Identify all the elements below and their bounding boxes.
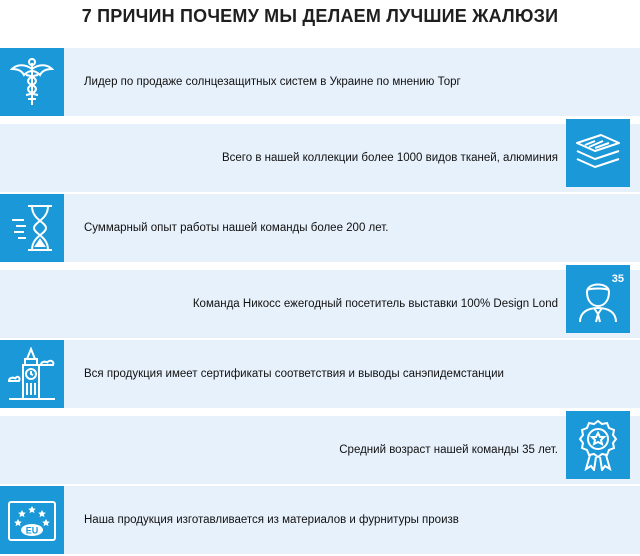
reason-icon-tile [566, 411, 630, 479]
reason-row [0, 48, 640, 116]
reason-text: Лидер по продаже солнцезащитных систем в Украине по мнению Торг [84, 76, 461, 88]
reason-row [0, 270, 640, 338]
reason-text: Средний возраст нашей команды 35 лет. [339, 444, 558, 456]
reason-text: Суммарный опыт работы нашей команды более 200 лет. [84, 222, 389, 234]
reason-icon-tile [0, 486, 64, 554]
reason-icon-tile [0, 194, 64, 262]
layers-icon [573, 131, 623, 175]
reason-text: Наша продукция изготавливается из материалов и фурнитуры произв [84, 514, 459, 526]
reason-row [0, 340, 640, 408]
eu-flag-label: EU [25, 525, 39, 536]
eu-flag-icon [6, 496, 58, 544]
reason-row [0, 124, 640, 192]
reason-row [0, 416, 640, 484]
reason-row [0, 486, 640, 554]
award-icon [576, 419, 620, 471]
hourglass-icon [10, 202, 54, 254]
reason-text: Вся продукция имеет сертификаты соответствия и выводы санэпидемстанции [84, 368, 504, 380]
reason-icon-tile [566, 265, 630, 333]
reason-text: Всего в нашей коллекции более 1000 видов тканей, алюминия [221, 152, 558, 164]
caduceus-icon [10, 57, 54, 107]
reason-text: Команда Никосс ежегодный посетитель выставки 100% Design Lond [192, 298, 558, 310]
reason-icon-tile [0, 340, 64, 408]
reason-icon-tile [566, 119, 630, 187]
big-ben-icon [7, 347, 57, 401]
page-title: 7 ПРИЧИН ПОЧЕМУ МЫ ДЕЛАЕМ ЛУЧШИЕ ЖАЛЮЗИ [81, 6, 559, 26]
badge-number: 35 [611, 273, 624, 285]
reason-icon-tile [0, 48, 64, 116]
reason-row [0, 194, 640, 262]
